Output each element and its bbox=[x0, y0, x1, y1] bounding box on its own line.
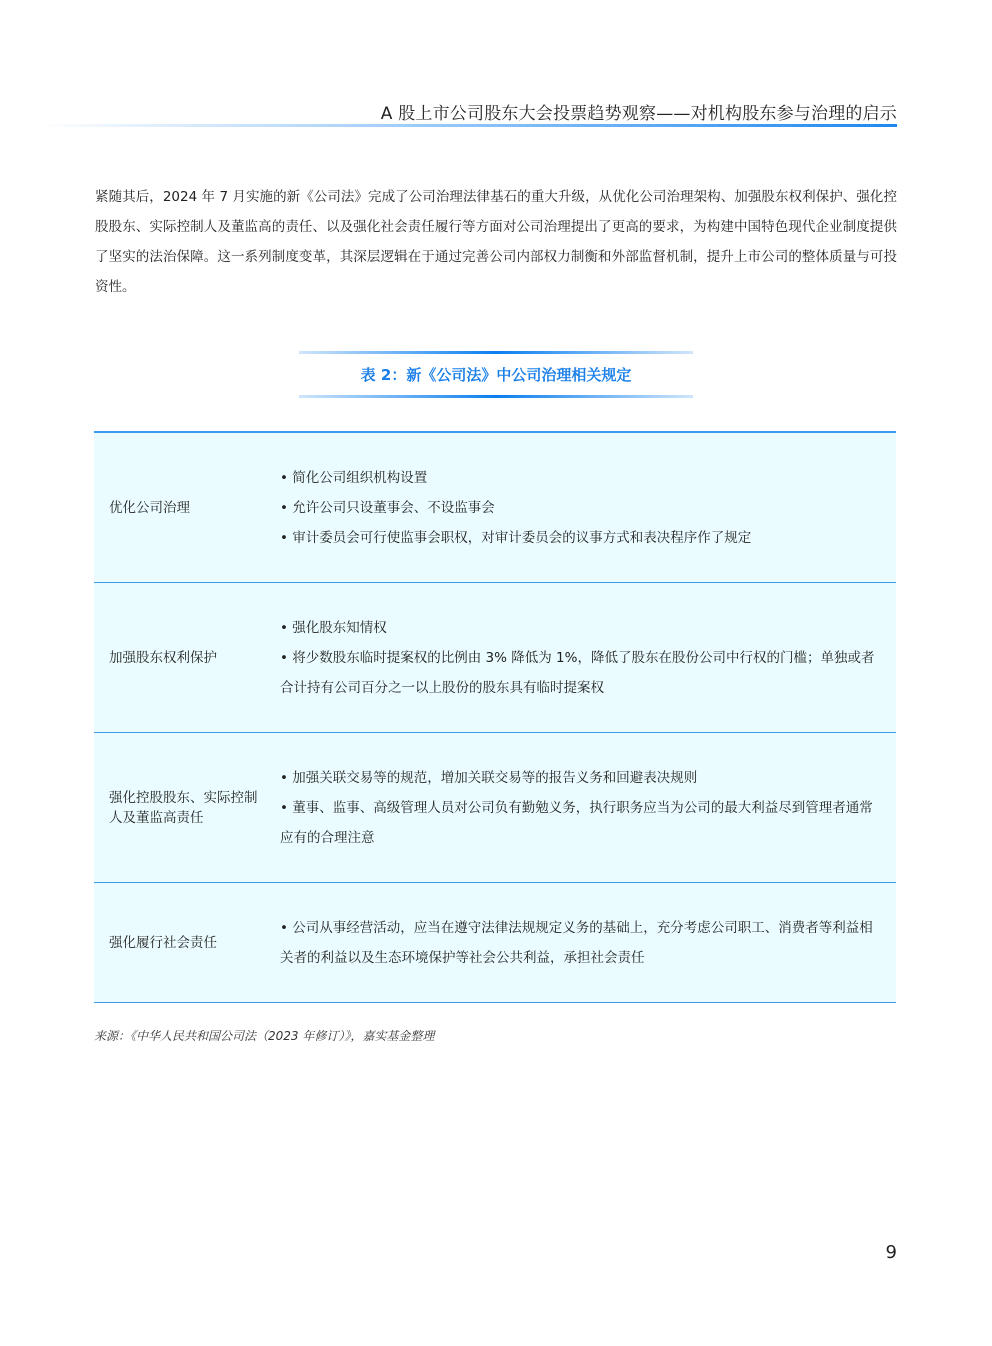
regulations-table bbox=[94, 431, 896, 1003]
row-item: • 董事、监事、高级管理人员对公司负有勤勉义务，执行职务应当为公司的最大利益尽到管理者通常应有的合理注意 bbox=[280, 799, 873, 846]
row-items bbox=[280, 463, 896, 553]
table-row bbox=[94, 433, 896, 583]
row-category: 优化公司治理 bbox=[109, 499, 190, 516]
table-caption: 表 2：新《公司法》中公司治理相关规定 bbox=[360, 366, 632, 384]
row-category: 强化控股股东、实际控制人及董监高责任 bbox=[109, 789, 258, 826]
table-row bbox=[94, 883, 896, 1003]
row-item: • 审计委员会可行使监事会职权，对审计委员会的议事方式和表决程序作了规定 bbox=[280, 529, 752, 546]
row-items bbox=[280, 763, 896, 853]
caption-rule-bottom bbox=[299, 395, 693, 398]
source-note: 来源：《中华人民共和国公司法（2023 年修订）》，嘉实基金整理 bbox=[94, 1029, 435, 1043]
table-row bbox=[94, 733, 896, 883]
running-header: A 股上市公司股东大会投票趋势观察——对机构股东参与治理的启示 bbox=[380, 104, 897, 124]
row-item: • 简化公司组织机构设置 bbox=[280, 469, 428, 486]
table-row bbox=[94, 583, 896, 733]
row-category: 加强股东权利保护 bbox=[109, 649, 217, 666]
row-item: • 将少数股东临时提案权的比例由 3% 降低为 1%，降低了股东在股份公司中行权的门槛；单独或者合计持有公司百分之一以上股份的股东具有临时提案权 bbox=[280, 649, 875, 696]
caption-rule-top bbox=[299, 351, 693, 354]
row-item: • 公司从事经营活动，应当在遵守法律法规规定义务的基础上，充分考虑公司职工、消费者等利益相关者的利益以及生态环境保护等社会公共利益，承担社会责任 bbox=[280, 919, 873, 966]
page-number: 9 bbox=[885, 1242, 897, 1263]
row-items bbox=[280, 913, 896, 973]
row-item: • 允许公司只设董事会、不设监事会 bbox=[280, 499, 495, 516]
body-paragraph: 紧随其后，2024 年 7 月实施的新《公司法》完成了公司治理法律基石的重大升级，从优化公司治理架构、加强股东权利保护、强化控股股东、实际控制人及董监高的责任、以及强化社会责任履行等方面对公司治理提出了更高的要求，为构建中国特色现代企业制度提供了坚实的法治保障。这一系列制度变革，其深层逻辑在于通过完善公司内部权力制衡和外部监督机制，提升上市公司的整体质量与可投资性。 bbox=[95, 189, 897, 295]
row-item: • 强化股东知情权 bbox=[280, 619, 387, 636]
row-category: 强化履行社会责任 bbox=[109, 934, 217, 951]
header-rule bbox=[40, 124, 897, 127]
row-items bbox=[280, 613, 896, 703]
row-item: • 加强关联交易等的规范，增加关联交易等的报告义务和回避表决规则 bbox=[280, 769, 698, 786]
